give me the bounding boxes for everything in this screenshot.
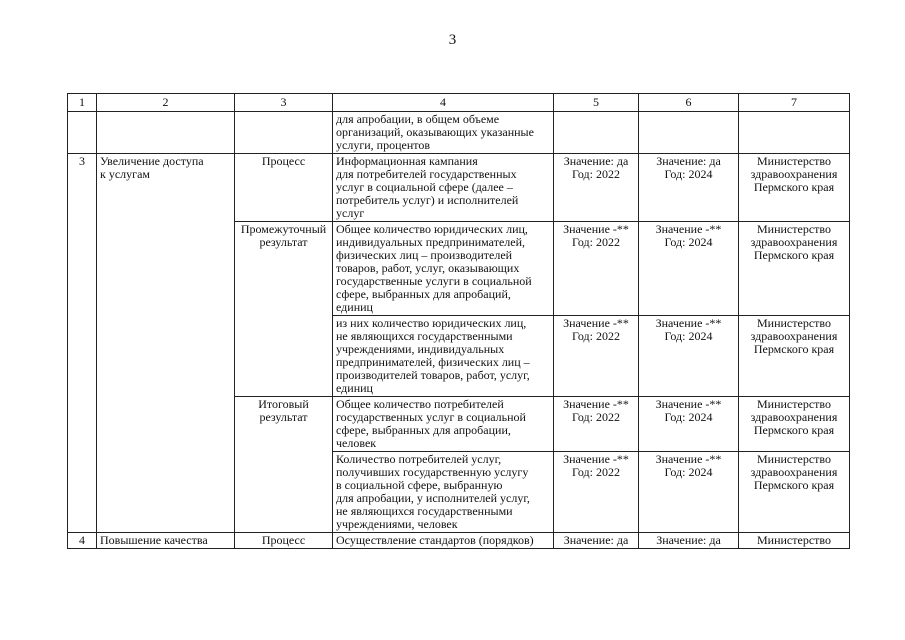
header-col-5: 5 <box>554 94 639 112</box>
indicator-cell: Общее количество юридических лиц, индивидуальных предпринимателей, физических лиц – производителей товаров, работ, услуг, оказывающих государственные услуги в социальной сфере, выбранных для апробаций, единиц <box>333 222 554 316</box>
responsible-cell: Министерство здравоохранения Пермского края <box>739 316 850 397</box>
value-2024-cell: Значение -** Год: 2024 <box>639 222 739 316</box>
table-row <box>68 112 850 154</box>
value-2022-cell: Значение: да <box>554 533 639 549</box>
table-row <box>68 533 850 549</box>
header-col-3: 3 <box>235 94 333 112</box>
responsible-cell: Министерство здравоохранения Пермского края <box>739 452 850 533</box>
value-2022-cell: Значение: да Год: 2022 <box>554 154 639 222</box>
responsible-cell: Министерство здравоохранения Пермского края <box>739 154 850 222</box>
section-number: 4 <box>68 533 97 549</box>
value-2022-cell: Значение -** Год: 2022 <box>554 452 639 533</box>
table-row <box>68 154 850 222</box>
result-type-cell: Промежуточный результат <box>235 222 333 397</box>
value-2022-cell: Значение -** Год: 2022 <box>554 397 639 452</box>
section-title: Повышение качества <box>97 533 235 549</box>
responsible-cell: Министерство <box>739 533 850 549</box>
result-type-cell: Процесс <box>235 533 333 549</box>
result-type-cell: Процесс <box>235 154 333 222</box>
result-type-cell: Итоговый результат <box>235 397 333 533</box>
value-2024-cell: Значение -** Год: 2024 <box>639 316 739 397</box>
page-number: 3 <box>448 32 457 48</box>
responsible-cell: Министерство здравоохранения Пермского края <box>739 222 850 316</box>
header-col-6: 6 <box>639 94 739 112</box>
header-col-2: 2 <box>97 94 235 112</box>
header-col-4: 4 <box>333 94 554 112</box>
value-2022-cell: Значение -** Год: 2022 <box>554 316 639 397</box>
header-col-7: 7 <box>739 94 850 112</box>
section-number: 3 <box>68 154 97 533</box>
value-2024-cell: Значение -** Год: 2024 <box>639 452 739 533</box>
value-2024-cell: Значение -** Год: 2024 <box>639 397 739 452</box>
value-2024-cell: Значение: да <box>639 533 739 549</box>
indicator-cell: Осуществление стандартов (порядков) <box>333 533 554 549</box>
indicator-cell: Количество потребителей услуг, получивших государственную услугу в социальной сфере, выбранную для апробации, у исполнителей услуг, не являющихся государственными учреждениями, человек <box>333 452 554 533</box>
section-title: Увеличение доступа к услугам <box>97 154 235 533</box>
value-2022-cell: Значение -** Год: 2022 <box>554 222 639 316</box>
indicator-cell: Информационная кампания для потребителей государственных услуг в социальной сфере (далее – потребитель услуг) и исполнителей услуг <box>333 154 554 222</box>
header-col-1: 1 <box>68 94 97 112</box>
indicator-cell: Общее количество потребителей государственных услуг в социальной сфере, выбранных для апробации, человек <box>333 397 554 452</box>
header-row <box>68 94 850 112</box>
indicators-table <box>67 93 850 549</box>
indicator-cell: из них количество юридических лиц, не являющихся государственными учреждениями, индивидуальных предпринимателей, физических лиц – производителей товаров, работ, услуг, единиц <box>333 316 554 397</box>
value-2024-cell: Значение: да Год: 2024 <box>639 154 739 222</box>
responsible-cell: Министерство здравоохранения Пермского края <box>739 397 850 452</box>
indicator-cell: для апробации, в общем объеме организаций, оказывающих указанные услуги, процентов <box>333 112 554 154</box>
